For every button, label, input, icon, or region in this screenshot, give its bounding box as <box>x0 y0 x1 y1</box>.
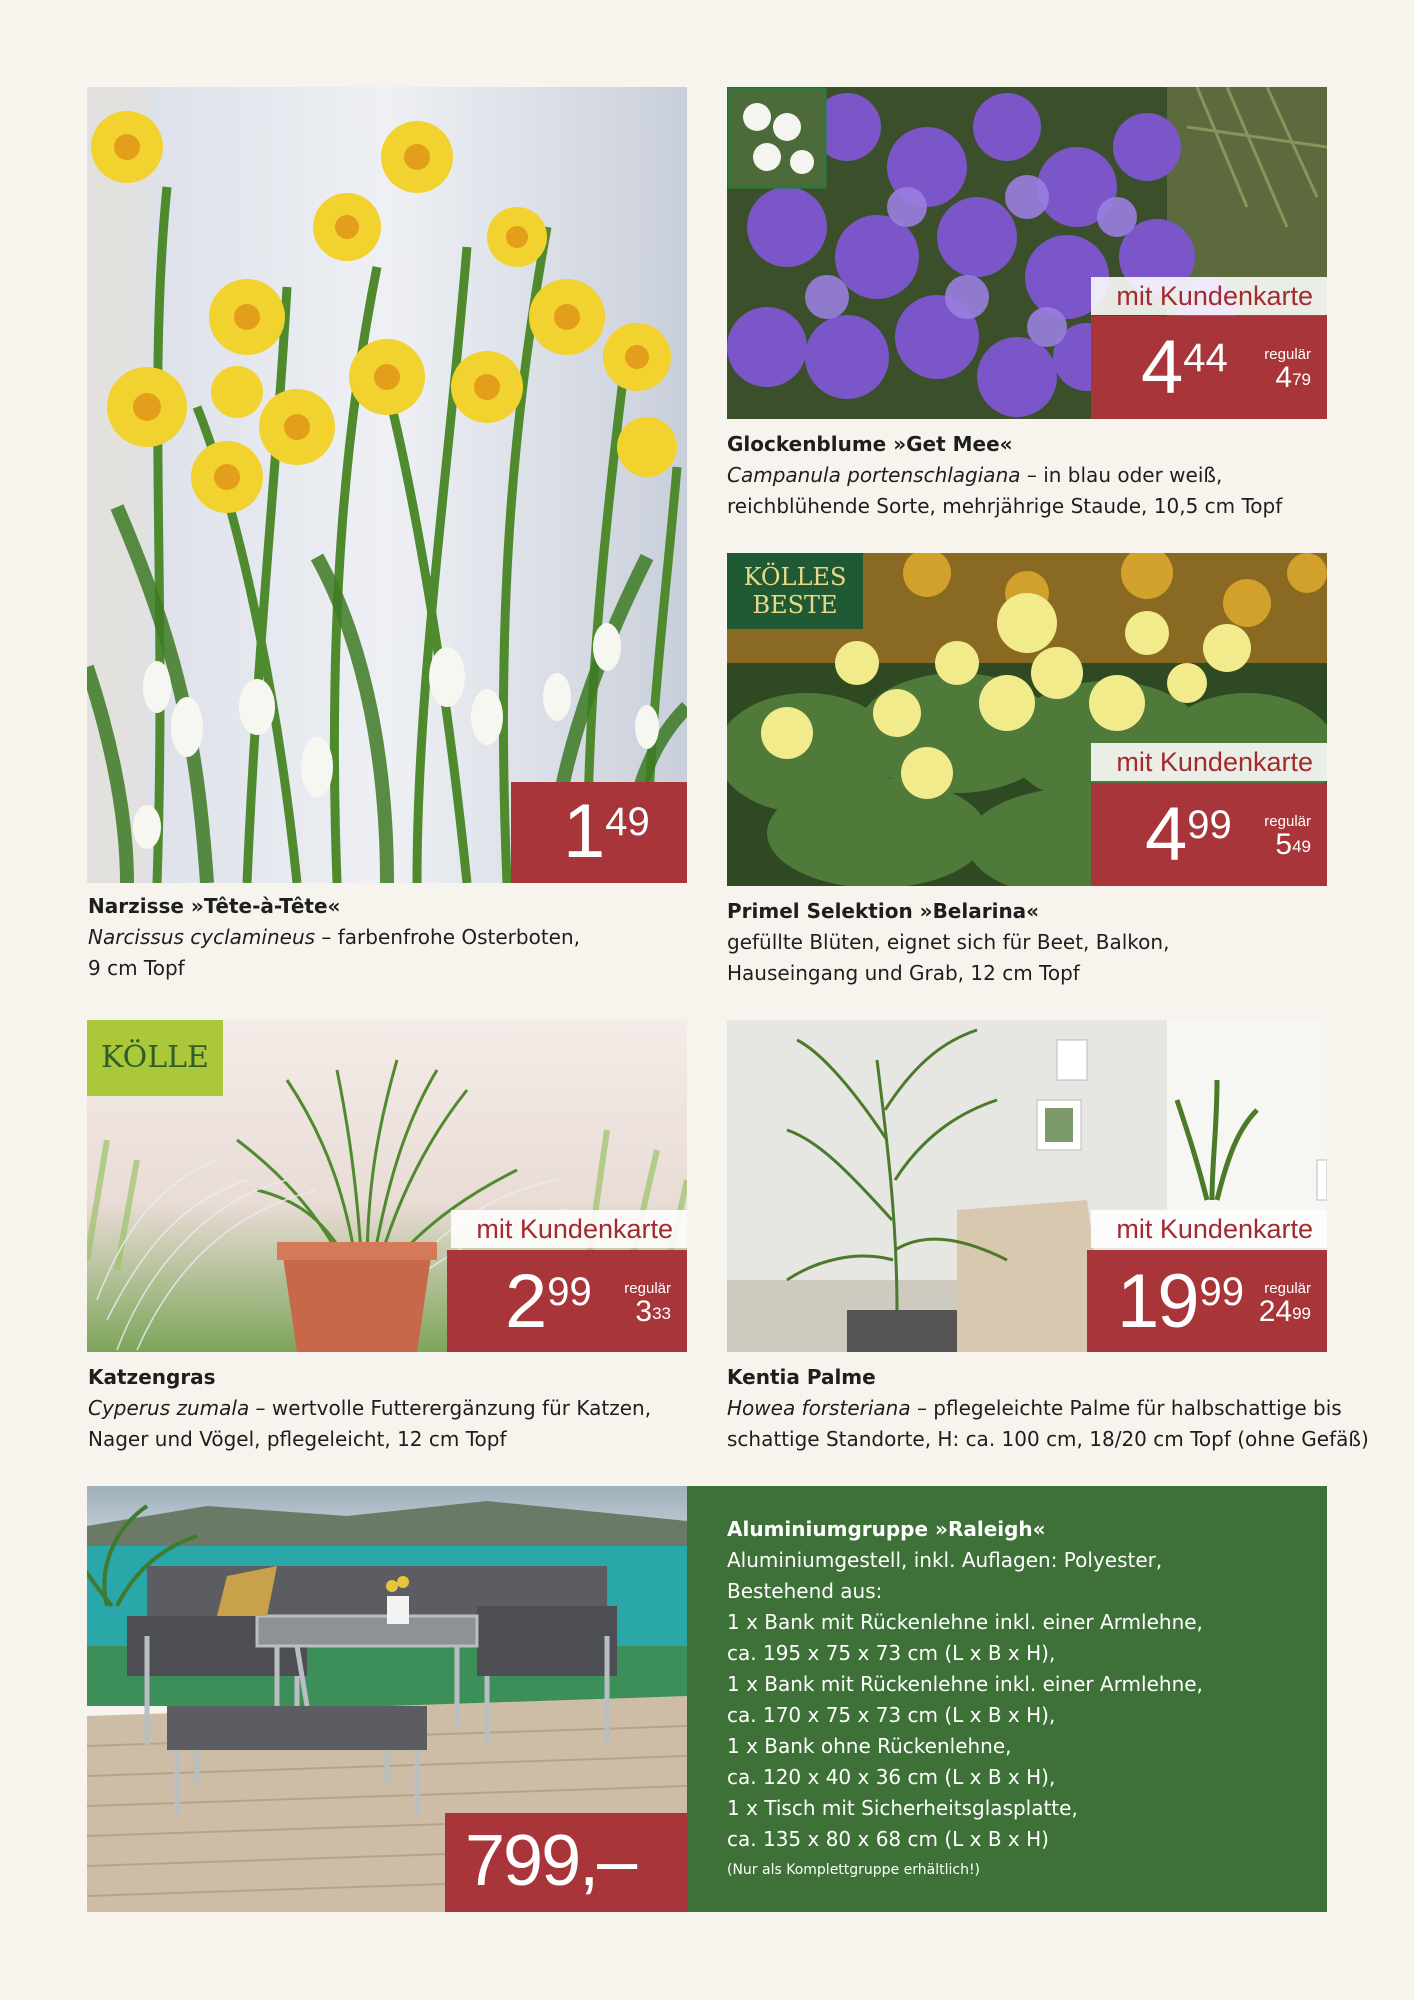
desc-line-6: ca. 170 x 75 x 73 cm (L x B x H), <box>727 1703 1056 1727</box>
regular-main: 3 <box>635 1295 653 1328</box>
primel-price-box <box>1091 783 1327 886</box>
desc-line-3: 1 x Bank mit Rückenlehne inkl. einer Armlehne, <box>727 1610 1203 1634</box>
kundenkarte-label: mit Kundenkarte <box>451 1210 687 1248</box>
regular-cents: 49 <box>1292 837 1311 856</box>
katzengras-description <box>88 1362 651 1455</box>
product-name: Narzisse »Tête-à-Tête« <box>88 894 341 918</box>
latin-name: Cyperus zumala <box>88 1396 250 1420</box>
badge-line-2: BESTE <box>752 591 838 619</box>
regular-main: 4 <box>1275 361 1293 394</box>
desc-line-2: Hauseingang und Grab, 12 cm Topf <box>727 961 1080 985</box>
regular-label: regulär <box>624 1280 671 1297</box>
glockenblume-description <box>727 429 1282 522</box>
product-name: Glockenblume »Get Mee« <box>727 432 1013 456</box>
price-main: 4 <box>1145 792 1186 877</box>
desc-line-1: Aluminiumgestell, inkl. Auflagen: Polyester, <box>727 1548 1163 1572</box>
regular-label: regulär <box>1264 1280 1311 1297</box>
product-name: Primel Selektion »Belarina« <box>727 899 1040 923</box>
price-main: 799,– <box>465 1821 636 1901</box>
katzengras-photo <box>87 1020 687 1352</box>
kentia-palme-price-box <box>1087 1250 1327 1352</box>
product-name: Aluminiumgruppe »Raleigh« <box>727 1517 1046 1541</box>
koelles-beste-badge <box>727 553 863 629</box>
desc-line-2: 9 cm Topf <box>88 956 185 980</box>
regular-cents: 79 <box>1292 370 1311 389</box>
katzengras-price-box <box>447 1250 687 1352</box>
kundenkarte-label: mit Kundenkarte <box>1091 743 1327 781</box>
kentia-palme-photo <box>727 1020 1327 1352</box>
kundenkarte-label: mit Kundenkarte <box>1091 1210 1327 1248</box>
glockenblume-photo <box>727 87 1327 419</box>
product-name: Katzengras <box>88 1365 216 1389</box>
aluminiumgruppe-description-panel <box>687 1486 1327 1912</box>
price-cents: 44 <box>1183 336 1228 380</box>
regular-main: 5 <box>1275 828 1293 861</box>
aluminiumgruppe-price-box <box>445 1813 687 1912</box>
kentia-palme-description <box>727 1362 1369 1455</box>
product-name: Kentia Palme <box>727 1365 876 1389</box>
glockenblume-price-box <box>1091 316 1327 419</box>
price-cents: 99 <box>547 1270 592 1314</box>
latin-name: Campanula portenschlagiana <box>727 463 1021 487</box>
aluminiumgruppe-description <box>727 1514 1203 1885</box>
desc-line-8: ca. 120 x 40 x 36 cm (L x B x H), <box>727 1765 1056 1789</box>
regular-label: regulär <box>1264 813 1311 830</box>
regular-cents: 33 <box>652 1304 671 1323</box>
price-main: 19 <box>1117 1259 1198 1344</box>
narzisse-description <box>88 891 580 984</box>
desc-line-2: schattige Standorte, H: ca. 100 cm, 18/20 cm Topf (ohne Gefäß) <box>727 1427 1369 1451</box>
kundenkarte-label: mit Kundenkarte <box>1091 277 1327 315</box>
narzisse-photo <box>87 87 687 883</box>
narzisse-price-box <box>511 782 687 883</box>
complete-group-note: (Nur als Komplettgruppe erhältlich!) <box>727 1862 981 1878</box>
price-main: 4 <box>1141 325 1182 410</box>
badge-line-1: KÖLLES <box>743 563 847 591</box>
desc-line-2: reichblühende Sorte, mehrjährige Staude, 10,5 cm Topf <box>727 494 1283 518</box>
desc-line-5: 1 x Bank mit Rückenlehne inkl. einer Armlehne, <box>727 1672 1203 1696</box>
desc-line-7: 1 x Bank ohne Rückenlehne, <box>727 1734 1012 1758</box>
desc-line-2: Nager und Vögel, pflegeleicht, 12 cm Topf <box>88 1427 507 1451</box>
desc-line-1: gefüllte Blüten, eignet sich für Beet, Balkon, <box>727 930 1170 954</box>
desc-line-1: – farbenfrohe Osterboten, <box>315 925 580 949</box>
desc-line-4: ca. 195 x 75 x 73 cm (L x B x H), <box>727 1641 1056 1665</box>
primel-photo <box>727 553 1327 886</box>
desc-line-1: – pflegeleichte Palme für halbschattige bis <box>910 1396 1342 1420</box>
price-cents: 99 <box>1199 1270 1245 1314</box>
latin-name: Howea forsteriana <box>727 1396 911 1420</box>
primel-description <box>727 896 1169 989</box>
price-cents: 99 <box>1187 803 1232 847</box>
regular-cents: 99 <box>1292 1304 1311 1323</box>
desc-line-1: – wertvolle Futterergänzung für Katzen, <box>249 1396 652 1420</box>
price-main: 2 <box>505 1259 546 1344</box>
desc-line-1: – in blau oder weiß, <box>1020 463 1223 487</box>
desc-line-9: 1 x Tisch mit Sicherheitsglasplatte, <box>727 1796 1078 1820</box>
price-cents: 49 <box>605 800 650 844</box>
regular-label: regulär <box>1264 346 1311 363</box>
koelle-badge: KÖLLE <box>101 1040 209 1075</box>
desc-line-2: Bestehend aus: <box>727 1579 883 1603</box>
regular-main: 24 <box>1258 1295 1293 1328</box>
price-main: 1 <box>563 789 604 874</box>
aluminiumgruppe-photo <box>87 1486 687 1912</box>
desc-line-10: ca. 135 x 80 x 68 cm (L x B x H) <box>727 1827 1049 1851</box>
latin-name: Narcissus cyclamineus <box>88 925 316 949</box>
